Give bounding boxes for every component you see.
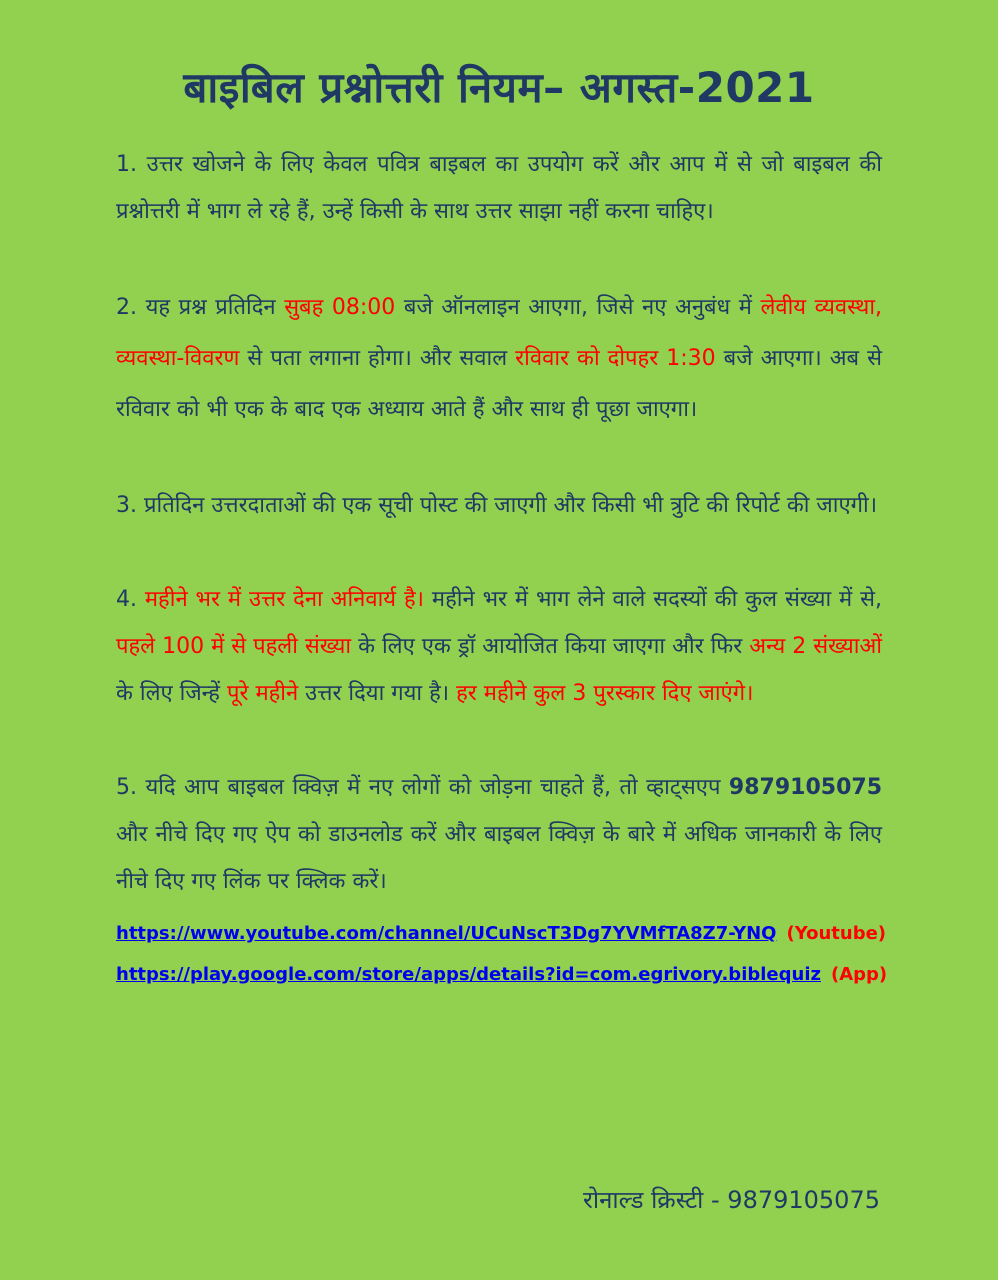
youtube-link[interactable]: https://www.youtube.com/channel/UCuNscT3Dg7YVMfTA8Z7-YNQ: [116, 923, 777, 944]
youtube-link-tag: (Youtube): [786, 923, 887, 944]
app-link[interactable]: https://play.google.com/store/apps/details?id=com.egrivory.biblequiz: [116, 964, 821, 985]
link-list: [116, 913, 888, 995]
rule-4-highlight-full-month: पूरे महीने: [226, 681, 299, 706]
rule-2-highlight-sunday-time: रविवार को दोपहर 1:30: [515, 346, 716, 371]
rule-4-text-3: के लिए एक ड्रॉ आयोजित किया जाएगा और फिर: [351, 634, 750, 659]
rule-2-highlight-morning-time: सुबह 08:00: [284, 295, 396, 320]
rule-4-highlight-other-2: अन्य 2 संख्याओं: [749, 634, 882, 659]
rule-5-text-1: 5. यदि आप बाइबल क्विज़ में नए लोगों को जोड़ना चाहते हैं, तो व्हाट्सएप: [116, 775, 729, 800]
rule-2-text-3: से पता लगाना होगा। और सवाल: [239, 346, 516, 371]
rule-3-text: 3. प्रतिदिन उत्तरदाताओं की एक सूची पोस्ट की जाएगी और किसी भी त्रुटि की रिपोर्ट की जाएगी।: [116, 493, 878, 518]
app-link-row: [116, 954, 888, 995]
youtube-link-row: [116, 913, 887, 954]
rule-4-highlight-prizes: हर महीने कुल 3 पुरस्कार दिए जाएंगे।: [456, 681, 754, 706]
rule-2-highlight-books: लेवीय व्यवस्था, व्यवस्था-विवरण: [116, 295, 883, 371]
rule-2-text-1: 2. यह प्रश्न प्रतिदिन: [116, 295, 285, 320]
rule-1: [116, 141, 882, 235]
rule-4-text-4: के लिए जिन्हें: [116, 681, 227, 706]
rule-4-text-1: 4.: [116, 587, 145, 612]
rule-3: [116, 482, 882, 529]
rule-2: [116, 282, 882, 435]
rule-4-text-5: उत्तर दिया गया है।: [298, 681, 457, 706]
rule-2-text-4: बजे आएगा। अब से रविवार को भी एक के बाद एक अध्याय आते हैं और साथ ही पूछा जाएगा।: [116, 346, 882, 422]
signature: रोनाल्ड क्रिस्टी - 9879105075: [583, 1186, 880, 1214]
page-title: बाइबिल प्रश्नोत्तरी नियम– अगस्त-2021: [183, 63, 815, 112]
rule-5: [116, 764, 882, 905]
rule-1-text: 1. उत्तर खोजने के लिए केवल पवित्र बाइबल का उपयोग करें और आप में से जो बाइबल की प्रश्नोत्तरी में भाग ले रहे हैं, उन्हें किसी के साथ उत्तर साझा नहीं करना चाहिए।: [116, 152, 882, 224]
rule-4-text-2: महीने भर में भाग लेने वाले सदस्यों की कुल संख्या में से,: [424, 587, 882, 612]
rule-4-highlight-mandatory: महीने भर में उत्तर देना अनिवार्य है।: [144, 587, 424, 612]
whatsapp-number: 9879105075: [728, 775, 882, 800]
rule-2-text-2: बजे ऑनलाइन आएगा, जिसे नए अनुबंध में: [395, 295, 761, 320]
rule-4-highlight-first-100: पहले 100 में से पहली संख्या: [116, 634, 352, 659]
rule-5-text-2: और नीचे दिए गए ऐप को डाउनलोड करें और बाइबल क्विज़ के बारे में अधिक जानकारी के लिए नीचे दिए गए लिंक पर क्लिक करें।: [116, 822, 882, 894]
rule-4: [116, 576, 882, 717]
app-link-tag: (App): [830, 964, 888, 985]
